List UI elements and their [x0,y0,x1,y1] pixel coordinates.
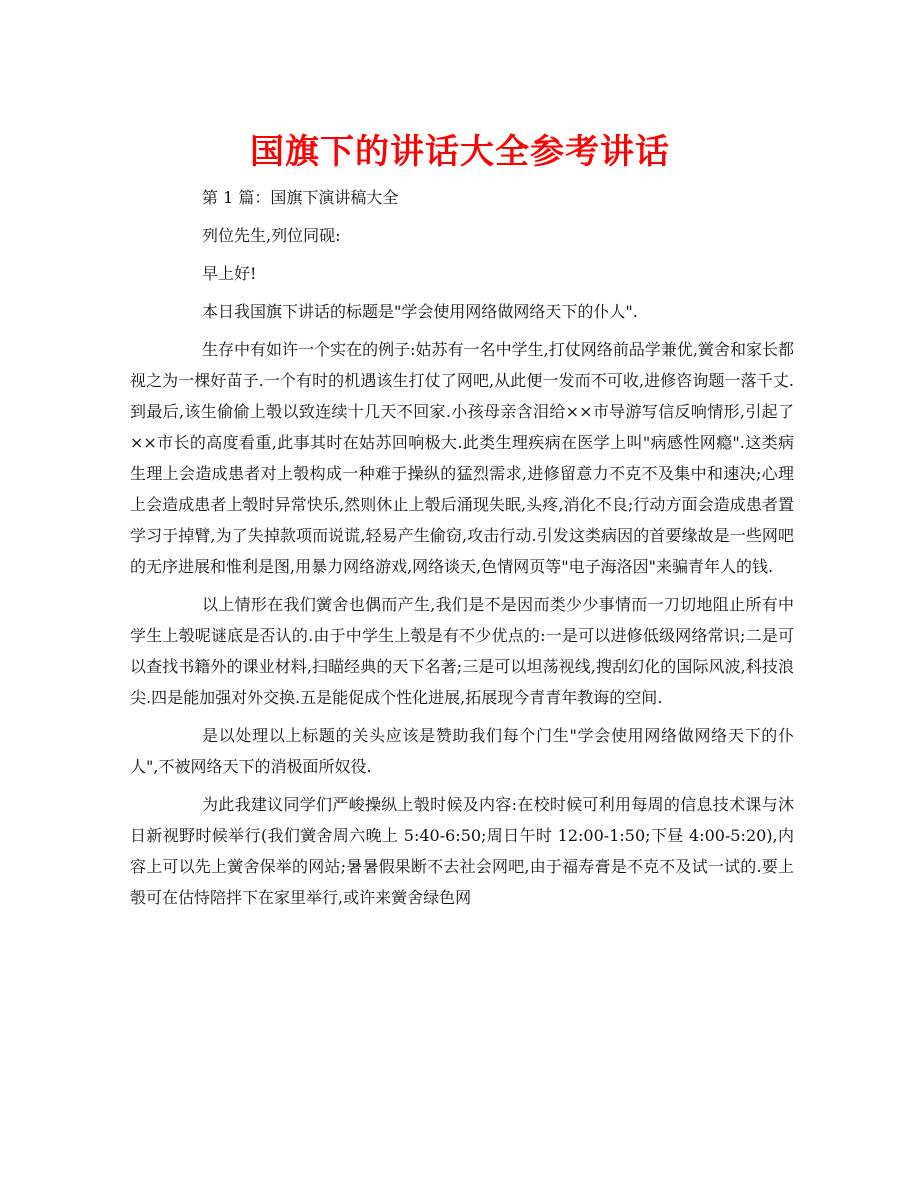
document-body [130,182,794,920]
paragraph-benefits: 以上情形在我们黉舍也偶而产生,我们是不是因而类少少事情而一刀切地阻止所有中学生上彀呢谜底是否认的.由于中学生上彀是有不少优点的:一是可以进修低级网络常识;二是可以查找书籍外的课业材料,扫瞄经典的天下名著;三是可以坦荡视线,搜刮幻化的国际风波,科技浪尖.四是能加强对外交换.五是能促成个性化进展,拓展现今青青年教诲的空间. [130,595,794,707]
greeting: 早上好! [202,264,257,283]
document-title: 国旗下的讲话大全参考讲话 [250,132,670,172]
section-heading: 第 1 篇：国旗下演讲稿大全 [202,188,399,207]
topic-statement: 本日我国旗下讲话的标题是"学会使用网络做网络天下的仆人". [202,302,638,321]
salutation: 列位先生,列位同砚: [202,226,341,245]
paragraph-example: 生存中有如许一个实在的例子:姑苏有一名中学生,打仗网络前品学兼优,黉舍和家长都视之为一棵好苗子.一个有时的机遇该生打仗了网吧,从此便一发而不可收,进修咨询题一落千丈.到最后,该生偷偷上彀以致连续十几天不回家.小孩母亲含泪给××市导游写信反响情形,引起了××市长的高度看重,此事其时在姑苏回响极大.此类生理疾病在医学上叫"病感性网瘾".这类病生理上会造成患者对上彀构成一种难于操纵的猛烈需求,进修留意力不克不及集中和速决;心理上会造成患者上彀时异常快乐,然则休止上彀后涌现失眠,头疼,消化不良;行动方面会造成患者置学习于掉臂,为了失掉款项而说谎,轻易产生偷窃,攻击行动.引发这类病因的首要缘故是一些网吧的无序进展和惟利是图,用暴力网络游戏,网络谈天,色情网页等"电子海洛因"来骗青年人的钱. [130,340,794,576]
paragraph-key-point: 是以处理以上标题的关头应该是赞助我们每个门生"学会使用网络做网络天下的仆人",不被网络天下的消极面所奴役. [130,726,794,776]
paragraph-suggestion: 为此我建议同学们严峻操纵上彀时候及内容:在校时候可利用每周的信息技术课与沐日新视野时候举行(我们黉舍周六晚上 5:40-6:50;周日午时 12:00-1:50;下昼 4:00-5:20),内容上可以先上黉舍保举的网站;暑暑假果断不去社会网吧,由于福寿膏是不克不及试一试的.要上彀可在估恃陪拌下在家里举行,或许来黉舍绿色网 [130,795,794,907]
